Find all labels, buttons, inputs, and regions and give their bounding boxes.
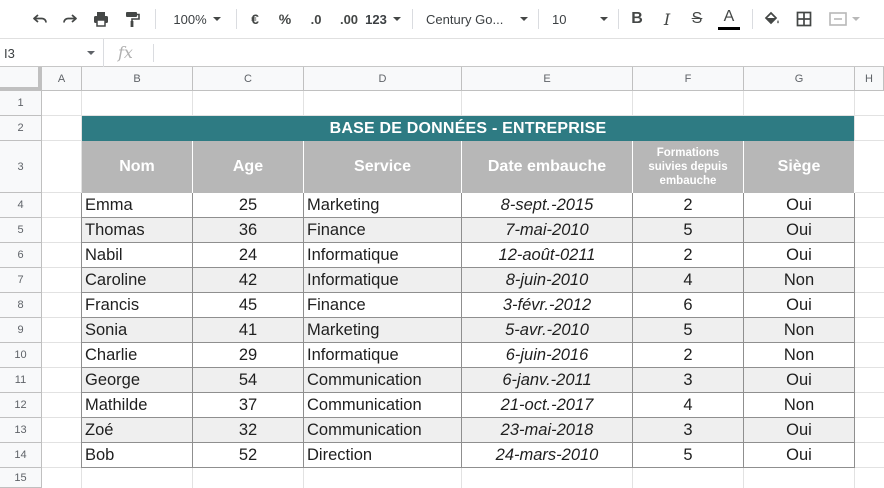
- chevron-down-icon: [213, 17, 221, 21]
- percent-format-button[interactable]: %: [278, 11, 292, 27]
- fx-icon: fx: [118, 43, 133, 62]
- formula-bar: [0, 38, 884, 67]
- font-size-select[interactable]: [552, 7, 608, 31]
- table-cell[interactable]: 24: [193, 243, 304, 268]
- row-header[interactable]: 8: [0, 293, 42, 318]
- chevron-down-icon: [393, 17, 401, 21]
- column-header[interactable]: A: [42, 67, 82, 91]
- decrease-decimals-button[interactable]: [302, 7, 330, 31]
- table-cell[interactable]: 8-juin-2010: [462, 268, 633, 293]
- row-header[interactable]: 1: [0, 91, 42, 116]
- table-cell[interactable]: 25: [193, 193, 304, 218]
- table-cell[interactable]: 5: [633, 218, 744, 243]
- row-header[interactable]: 4: [0, 193, 42, 218]
- name-box[interactable]: [0, 39, 104, 67]
- table-cell[interactable]: George: [82, 368, 193, 393]
- chevron-down-icon: [600, 17, 608, 21]
- column-header[interactable]: G: [744, 67, 855, 91]
- column-title-cell[interactable]: Service: [304, 141, 462, 193]
- column-header[interactable]: D: [304, 67, 462, 91]
- table-cell[interactable]: 6-janv.-2011: [462, 368, 633, 393]
- table-cell[interactable]: 7-mai-2010: [462, 218, 633, 243]
- table-cell[interactable]: 24-mars-2010: [462, 443, 633, 468]
- column-header[interactable]: C: [193, 67, 304, 91]
- table-cell[interactable]: Oui: [744, 293, 855, 318]
- column-header[interactable]: B: [82, 67, 193, 91]
- table-cell[interactable]: 3: [633, 418, 744, 443]
- row-header[interactable]: 11: [0, 368, 42, 393]
- row-header[interactable]: 15: [0, 468, 42, 488]
- table-cell[interactable]: Nabil: [82, 243, 193, 268]
- zoom-select[interactable]: [168, 7, 226, 31]
- column-title-cell[interactable]: Date embauche: [462, 141, 633, 193]
- table-cell[interactable]: 3: [633, 368, 744, 393]
- row-header[interactable]: 14: [0, 443, 42, 468]
- table-cell[interactable]: Thomas: [82, 218, 193, 243]
- table-cell[interactable]: Oui: [744, 368, 855, 393]
- table-cell[interactable]: Mathilde: [82, 393, 193, 418]
- spreadsheet-grid[interactable]: [0, 67, 884, 488]
- table-cell[interactable]: Oui: [744, 243, 855, 268]
- italic-button[interactable]: I: [663, 9, 671, 29]
- table-cell[interactable]: 45: [193, 293, 304, 318]
- table-cell[interactable]: Finance: [304, 218, 462, 243]
- merge-cells-icon[interactable]: [824, 7, 864, 31]
- name-box-value: I3: [4, 45, 15, 61]
- table-cell[interactable]: 3-févr.-2012: [462, 293, 633, 318]
- table-cell[interactable]: Francis: [82, 293, 193, 318]
- table-cell[interactable]: Bob: [82, 443, 193, 468]
- table-cell[interactable]: 6: [633, 293, 744, 318]
- table-cell[interactable]: Sonia: [82, 318, 193, 343]
- font-family-select[interactable]: [426, 7, 528, 31]
- table-cell[interactable]: Non: [744, 268, 855, 293]
- table-cell[interactable]: 2: [633, 193, 744, 218]
- table-cell[interactable]: 36: [193, 218, 304, 243]
- table-cell[interactable]: 29: [193, 343, 304, 368]
- table-cell[interactable]: Communication: [304, 393, 462, 418]
- table-cell[interactable]: Communication: [304, 368, 462, 393]
- more-formats-label: 123: [365, 11, 387, 27]
- table-cell[interactable]: 6-juin-2016: [462, 343, 633, 368]
- row-header[interactable]: 2: [0, 116, 42, 141]
- table-cell[interactable]: Zoé: [82, 418, 193, 443]
- table-cell[interactable]: 54: [193, 368, 304, 393]
- row-header[interactable]: 10: [0, 343, 42, 368]
- table-cell[interactable]: Oui: [744, 418, 855, 443]
- row-header[interactable]: 5: [0, 218, 42, 243]
- column-title-cell[interactable]: Formations suivies depuis embauche: [633, 141, 744, 193]
- table-cell[interactable]: 4: [633, 393, 744, 418]
- row-header[interactable]: 13: [0, 418, 42, 443]
- strikethrough-button[interactable]: S: [691, 10, 703, 27]
- table-cell[interactable]: Marketing: [304, 193, 462, 218]
- table-cell[interactable]: 2: [633, 243, 744, 268]
- table-cell[interactable]: 23-mai-2018: [462, 418, 633, 443]
- column-header[interactable]: H: [855, 67, 884, 91]
- table-title[interactable]: BASE DE DONNÉES - ENTREPRISE: [82, 116, 854, 141]
- table-cell[interactable]: Non: [744, 393, 855, 418]
- table-cell[interactable]: Informatique: [304, 343, 462, 368]
- column-title-cell[interactable]: Nom: [82, 141, 193, 193]
- table-cell[interactable]: Communication: [304, 418, 462, 443]
- table-cell[interactable]: Emma: [82, 193, 193, 218]
- table-cell[interactable]: 42: [193, 268, 304, 293]
- table-cell[interactable]: Non: [744, 343, 855, 368]
- table-cell[interactable]: Informatique: [304, 243, 462, 268]
- table-cell[interactable]: 12-août-0211: [462, 243, 633, 268]
- paint-format-icon[interactable]: [120, 7, 144, 31]
- table-cell[interactable]: 5-avr.-2010: [462, 318, 633, 343]
- table-cell[interactable]: Oui: [744, 218, 855, 243]
- table-cell[interactable]: 2: [633, 343, 744, 368]
- row-header[interactable]: 9: [0, 318, 42, 343]
- column-header[interactable]: F: [633, 67, 744, 91]
- column-title-cell[interactable]: Siège: [744, 141, 855, 193]
- column-title-cell[interactable]: Age: [193, 141, 304, 193]
- column-header[interactable]: E: [462, 67, 633, 91]
- text-color-label: A: [723, 7, 735, 25]
- table-cell[interactable]: 8-sept.-2015: [462, 193, 633, 218]
- table-cell[interactable]: 5: [633, 443, 744, 468]
- table-cell[interactable]: Charlie: [82, 343, 193, 368]
- table-cell[interactable]: Finance: [304, 293, 462, 318]
- table-cell[interactable]: Oui: [744, 443, 855, 468]
- chevron-down-icon: [87, 51, 95, 55]
- table-cell[interactable]: 52: [193, 443, 304, 468]
- chevron-down-icon: [852, 17, 860, 21]
- table-cell[interactable]: 4: [633, 268, 744, 293]
- table-cell[interactable]: Non: [744, 318, 855, 343]
- decrease-decimals-label: .0: [310, 11, 322, 27]
- row-header[interactable]: 3: [0, 141, 42, 193]
- table-cell[interactable]: Caroline: [82, 268, 193, 293]
- table-cell[interactable]: 32: [193, 418, 304, 443]
- font-family-value: Century Go...: [426, 11, 504, 27]
- row-header[interactable]: 7: [0, 268, 42, 293]
- undo-icon[interactable]: [28, 7, 52, 31]
- increase-decimals-button[interactable]: [334, 7, 364, 31]
- increase-decimals-label: .00: [339, 11, 359, 27]
- table-cell[interactable]: 5: [633, 318, 744, 343]
- row-header[interactable]: 12: [0, 393, 42, 418]
- row-header[interactable]: 6: [0, 243, 42, 268]
- table-cell[interactable]: 21-oct.-2017: [462, 393, 633, 418]
- borders-icon[interactable]: [792, 7, 816, 31]
- print-icon[interactable]: [89, 7, 113, 31]
- table-cell[interactable]: Direction: [304, 443, 462, 468]
- toolbar: [0, 0, 884, 38]
- chevron-down-icon: [520, 17, 528, 21]
- font-size-value: 10: [552, 11, 567, 27]
- table-cell[interactable]: Informatique: [304, 268, 462, 293]
- table-cell[interactable]: 41: [193, 318, 304, 343]
- currency-format-button[interactable]: €: [251, 11, 259, 27]
- fill-color-icon[interactable]: [760, 7, 784, 31]
- bold-button[interactable]: B: [631, 10, 643, 27]
- text-color-swatch: [718, 27, 740, 30]
- formula-input[interactable]: [160, 39, 880, 67]
- zoom-value: 100%: [173, 11, 207, 27]
- more-formats-select[interactable]: [364, 7, 402, 31]
- table-cell[interactable]: 37: [193, 393, 304, 418]
- select-all-corner[interactable]: [0, 67, 42, 91]
- text-color-button[interactable]: [716, 7, 742, 31]
- redo-icon[interactable]: [58, 7, 82, 31]
- table-cell[interactable]: Marketing: [304, 318, 462, 343]
- table-cell[interactable]: Oui: [744, 193, 855, 218]
